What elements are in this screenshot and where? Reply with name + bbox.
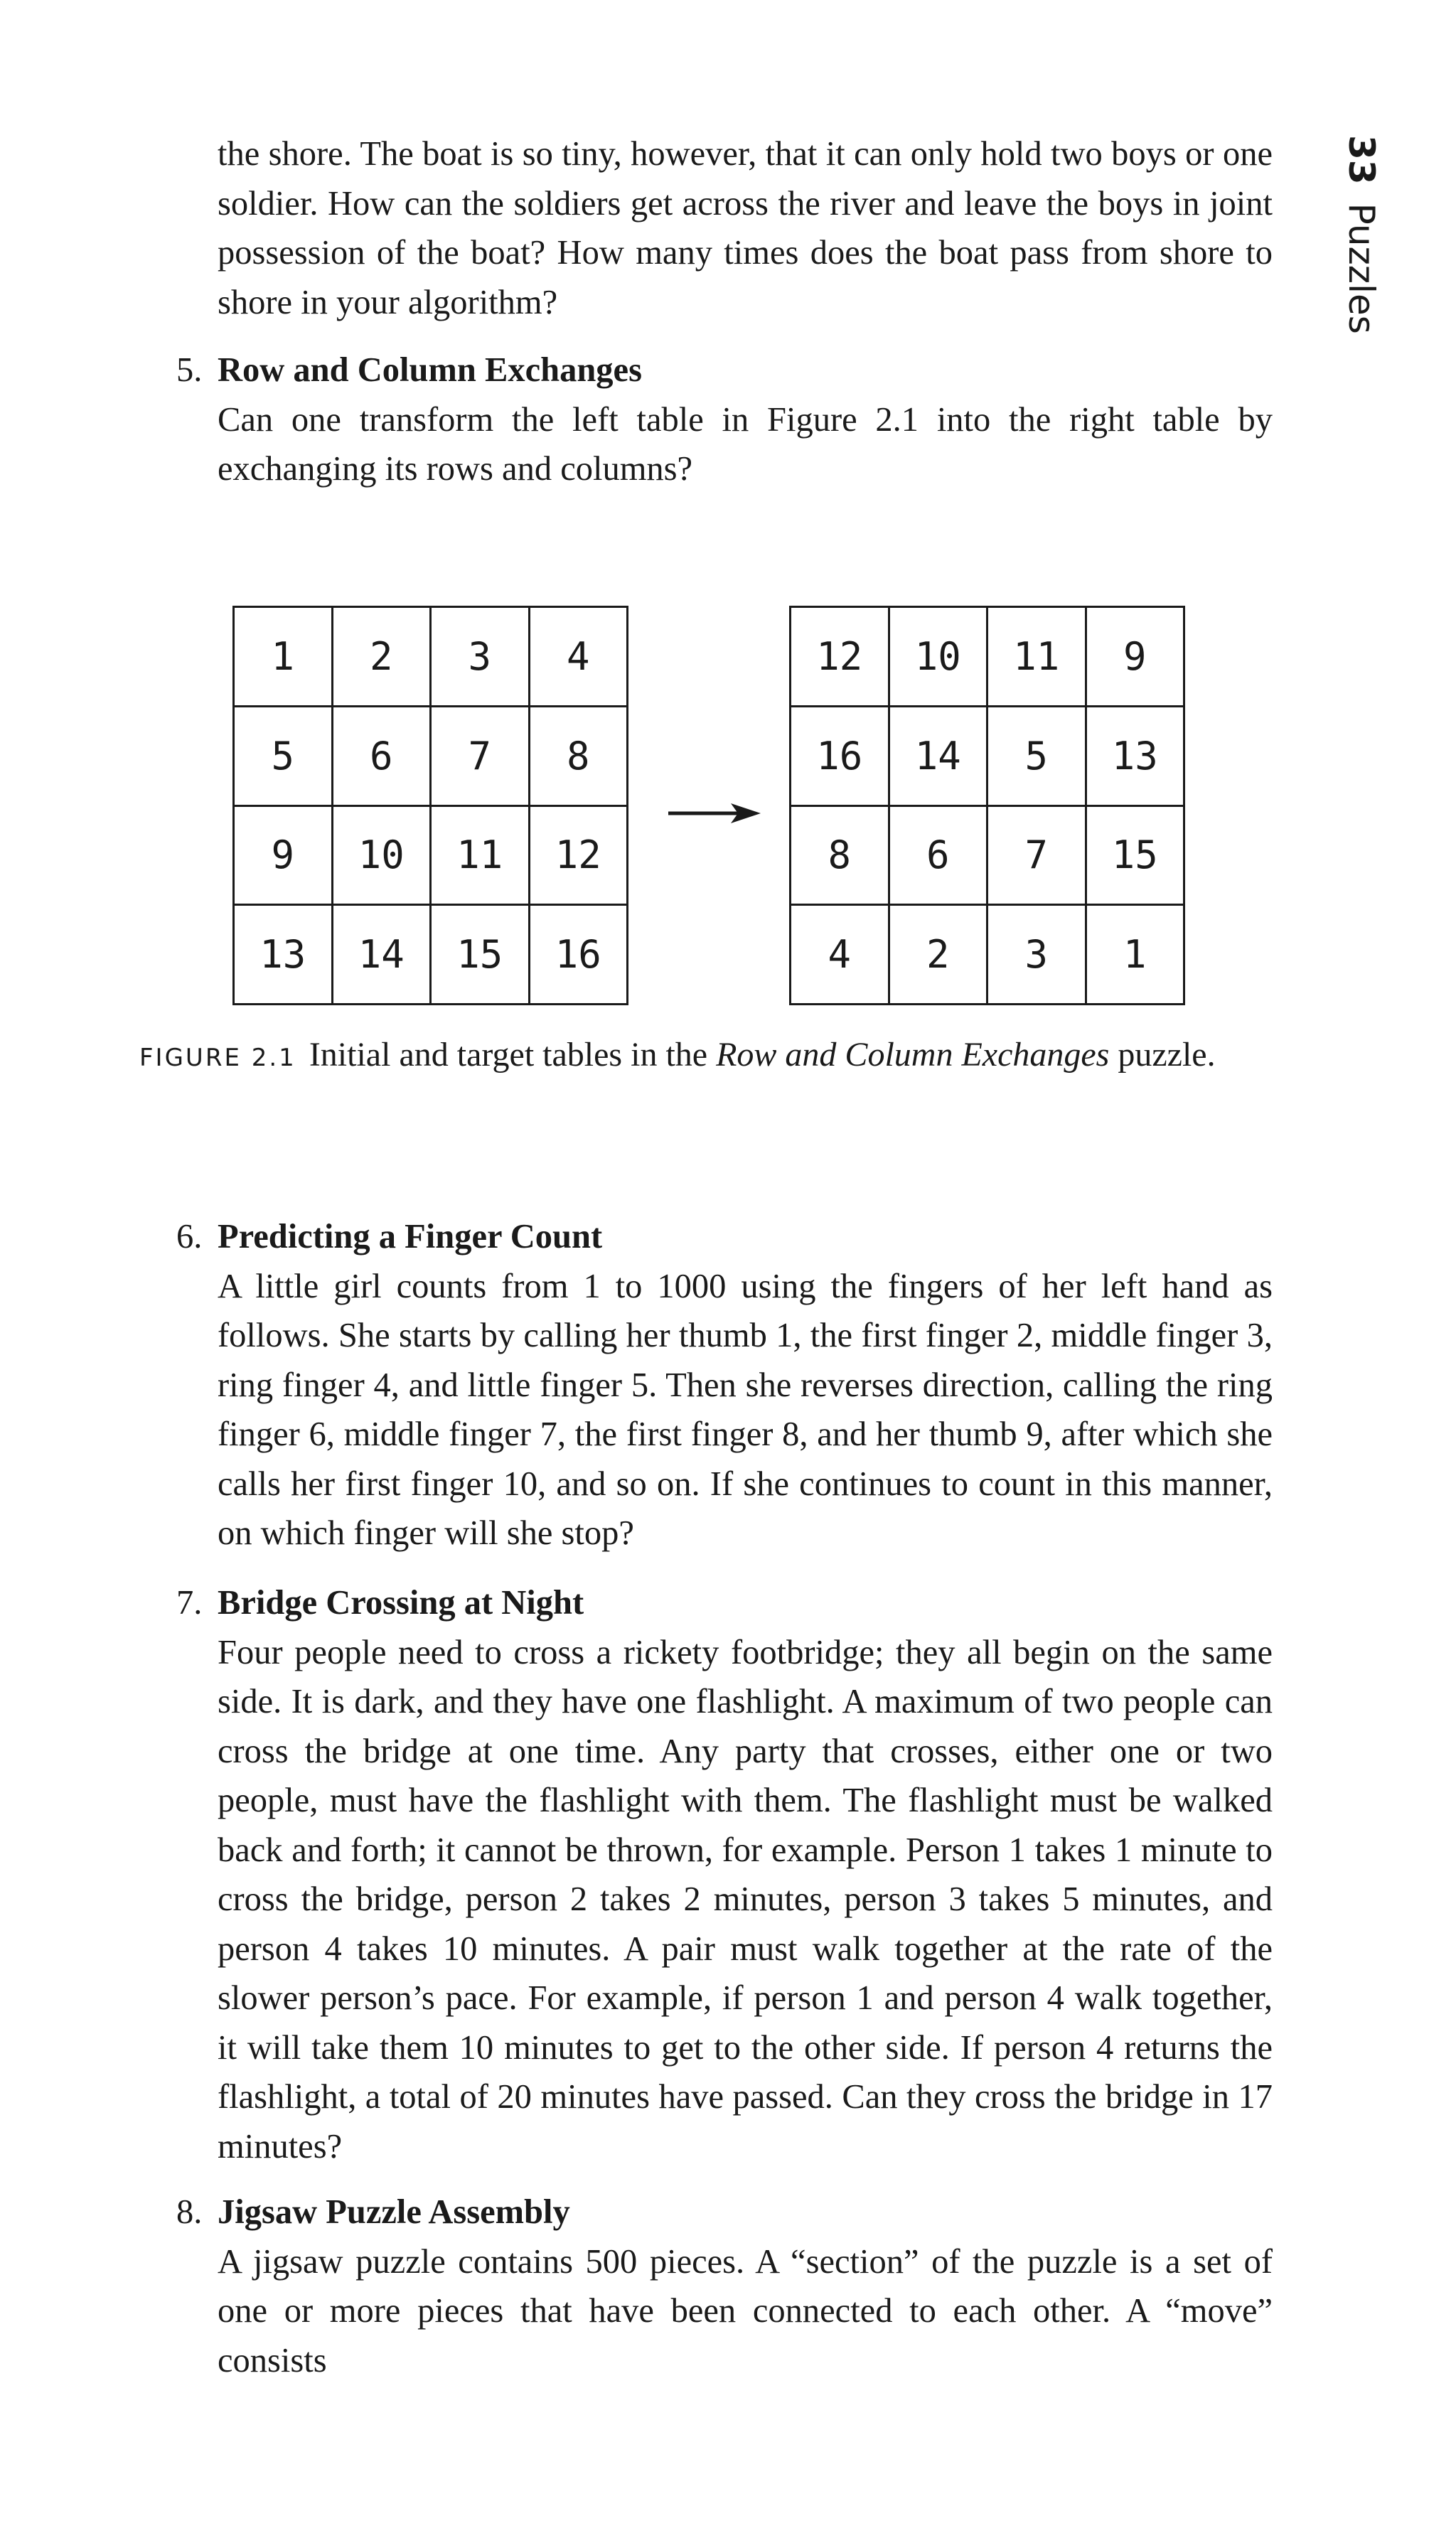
table-cell: 7 bbox=[987, 805, 1086, 905]
table-cell: 5 bbox=[234, 706, 333, 805]
item-number: 5. bbox=[176, 351, 203, 389]
table-row bbox=[234, 706, 628, 805]
table-cell: 13 bbox=[1086, 706, 1184, 805]
table-cell: 11 bbox=[431, 805, 530, 905]
item-number: 7. bbox=[176, 1584, 203, 1622]
arrow-right-icon bbox=[668, 799, 768, 828]
table-cell: 8 bbox=[791, 805, 889, 905]
table-cell: 10 bbox=[889, 607, 987, 707]
item-title: Bridge Crossing at Night bbox=[218, 1584, 584, 1622]
item-text: A jigsaw puzzle contains 500 pieces. A “section” of the puzzle is a set of one or more pieces that have been connected to each other. A “move” consists bbox=[218, 2242, 1273, 2379]
page-number: 33 bbox=[1341, 135, 1382, 185]
table-cell: 9 bbox=[234, 805, 333, 905]
table-row bbox=[791, 805, 1184, 905]
table-cell: 3 bbox=[431, 607, 530, 707]
puzzle-item-8 bbox=[176, 2188, 1273, 2385]
intro-text: the shore. The boat is so tiny, however, that it can only hold two boys or one soldier. How can the soldiers get across the river and leave the boys in joint possession of the boat? How many times does the boat pass from shore to shore in your algorithm? bbox=[218, 135, 1273, 321]
item-title: Jigsaw Puzzle Assembly bbox=[218, 2193, 570, 2231]
table-cell: 14 bbox=[332, 905, 431, 1005]
table-cell: 12 bbox=[529, 805, 628, 905]
table-cell: 8 bbox=[529, 706, 628, 805]
table-cell: 1 bbox=[1086, 905, 1184, 1005]
initial-table bbox=[232, 606, 628, 1005]
table-cell: 9 bbox=[1086, 607, 1184, 707]
table-cell: 12 bbox=[791, 607, 889, 707]
table-row bbox=[234, 607, 628, 707]
table-cell: 4 bbox=[791, 905, 889, 1005]
item-title: Predicting a Finger Count bbox=[218, 1218, 603, 1256]
item-text: A little girl counts from 1 to 1000 using the fingers of her left hand as follows. She starts by calling her thumb 1, the first finger 2, middle finger 3, ring finger 4, and little finger 5. Then she reverses direction, calling the ring finger 6, middle finger 7, the first finger 8, and her thumb 9, after which she calls her first finger 10, and so on. If she continues to count in this manner, on which finger will she stop? bbox=[218, 1267, 1273, 1552]
table-cell: 6 bbox=[332, 706, 431, 805]
table-cell: 15 bbox=[1086, 805, 1184, 905]
item-number: 8. bbox=[176, 2193, 203, 2231]
table-cell: 7 bbox=[431, 706, 530, 805]
table-row bbox=[234, 905, 628, 1005]
item-title: Row and Column Exchanges bbox=[218, 351, 642, 389]
figure-label: FIGURE 2.1 bbox=[139, 1044, 296, 1072]
table-cell: 16 bbox=[791, 706, 889, 805]
table-row bbox=[791, 905, 1184, 1005]
table-cell: 3 bbox=[987, 905, 1086, 1005]
item-number: 6. bbox=[176, 1218, 203, 1256]
puzzle-item-5 bbox=[176, 346, 1273, 494]
table-row bbox=[234, 805, 628, 905]
puzzle-item-7 bbox=[176, 1578, 1273, 2171]
table-cell: 11 bbox=[987, 607, 1086, 707]
table-row bbox=[791, 706, 1184, 805]
caption-text-post: puzzle. bbox=[1109, 1036, 1216, 1074]
item-text: Four people need to cross a rickety footbridge; they all begin on the same side. It is dark, and they have one flashlight. A maximum of two people can cross the bridge at one time. Any party that crosses, either one or two people, must have the flashlight with them. The flashlight must be walked back and forth; it cannot be thrown, for example. Person 1 takes 1 minute to cross the bridge, person 2 takes 2 minutes, person 3 takes 5 minutes, and person 4 takes 10 minutes. A pair must walk together at the rate of the slower person’s pace. For example, if person 1 and person 4 walk together, it will take them 10 minutes to get to the other side. If person 4 returns the flashlight, a total of 20 minutes have passed. Can they cross the bridge in 17 minutes? bbox=[218, 1633, 1273, 2165]
table-cell: 2 bbox=[889, 905, 987, 1005]
item-text: Can one transform the left table in Figure 2.1 into the right table by exchanging its rows and columns? bbox=[218, 400, 1273, 488]
running-head bbox=[1340, 135, 1383, 334]
caption-text-pre: Initial and target tables in the bbox=[309, 1036, 717, 1074]
intro-paragraph bbox=[218, 129, 1273, 327]
table-cell: 13 bbox=[234, 905, 333, 1005]
table-cell: 14 bbox=[889, 706, 987, 805]
table-cell: 15 bbox=[431, 905, 530, 1005]
table-cell: 16 bbox=[529, 905, 628, 1005]
figure-caption bbox=[139, 1032, 1216, 1081]
table-cell: 2 bbox=[332, 607, 431, 707]
table-cell: 6 bbox=[889, 805, 987, 905]
table-row bbox=[791, 607, 1184, 707]
table-cell: 4 bbox=[529, 607, 628, 707]
table-cell: 1 bbox=[234, 607, 333, 707]
table-cell: 10 bbox=[332, 805, 431, 905]
caption-text-italic: Row and Column Exchanges bbox=[716, 1036, 1110, 1074]
table-cell: 5 bbox=[987, 706, 1086, 805]
target-table bbox=[789, 606, 1185, 1005]
section-title: Puzzles bbox=[1341, 203, 1382, 334]
puzzle-item-6 bbox=[176, 1212, 1273, 1558]
